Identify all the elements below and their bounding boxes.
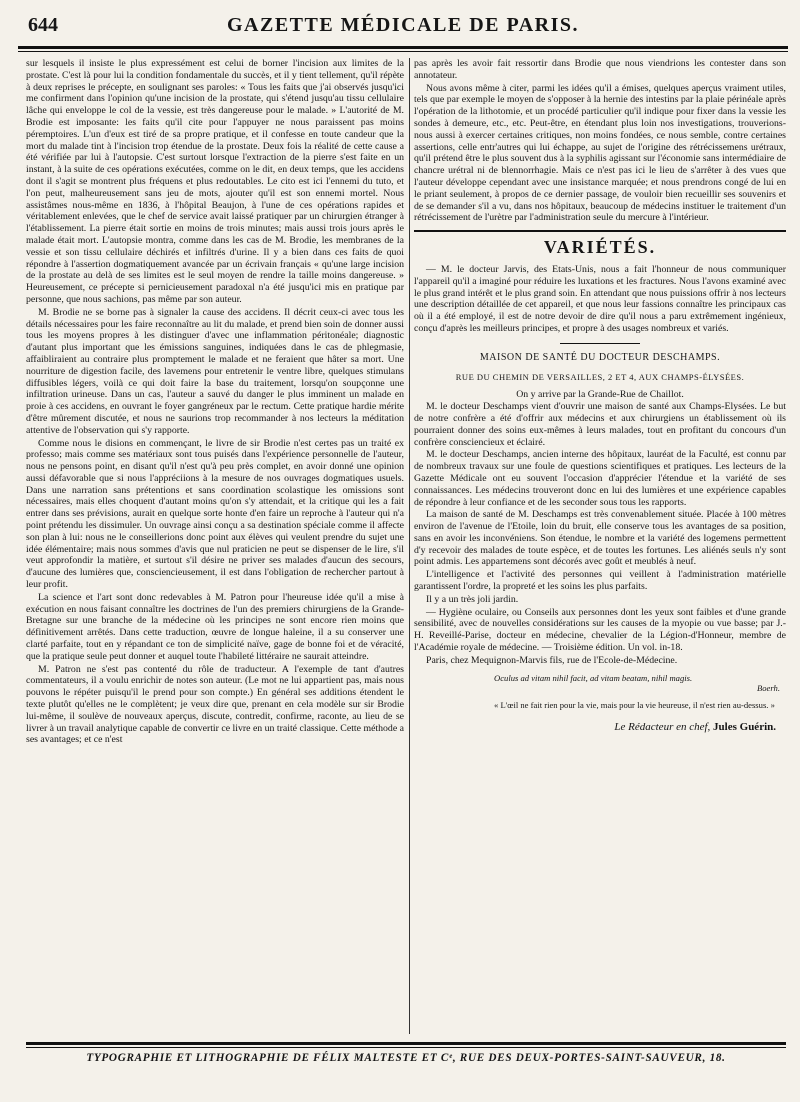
newspaper-page (18, 0, 788, 1102)
signature-label: Le Rédacteur en chef, (614, 721, 711, 734)
maison-heading: MAISON DE SANTÉ DU DOCTEUR DESCHAMPS. (479, 351, 721, 363)
section-rule (414, 230, 786, 232)
right-column (414, 58, 786, 1034)
editor-signature (414, 722, 776, 734)
page-header (18, 14, 788, 44)
epigraph-translation: « L'œil ne fait rien pour la vie, mais pour la vie heureuse, il n'est rien au-dessus. » (494, 699, 775, 710)
left-column (26, 58, 404, 1034)
journal-title: GAZETTE MÉDICALE DE PARIS. (226, 14, 580, 36)
short-divider (560, 343, 640, 344)
left-paragraph-1: sur lesquels il insiste le plus expressément est celui de borner l'incision aux limites de la prostate. C'est là pour lui la condition fondamentale du succès, et il y tient tellement, qu'il répète à deux reprises le précepte, en soulignant ses paroles: « Tous les faits que j'ai observés jusqu'ici me confirment dans l'opinion qu'une incision de la prostate, qui s'étend jusqu'au tissu cellulaire lâche qui enveloppe le col de la vessie, est très dangereuse pour le malade. » L'autorité de M. Brodie est imposante: les faits qu'il cite pour l'appuyer ne nous paraissent pas moins péremptoires. L'un d'eux est tiré de sa propre pratique, et il confesse en toute candeur que la mort du malade tint à l'incision trop étendue de la prostate. Deux fois la réalité de cette cause a été vérifiée par lui à l'autopsie. C'est surtout lorsque l'extraction de la pierre s'est faite en un instant, à la suite de ces opérations exécutées, comme on le dit, en deux temps, que les accidens dont il s'agit se montrent plus fréquens et plus redoutables. Le cito est ici l'ennemi du tuto, et l'on peut, malheureusement sans jeu de mots, ajouter qu'il est son ennemi mortel. Nous assistâmes nous-même en 1836, à l'hôpital Beaujon, à l'une de ces opérations rapides et véritablement enlevées, que le chef de service avait laissé pratiquer par un chirurgien étranger à l'établissement. La pierre était sortie en moins de trois minutes; mais aussi trois jours après le malade était mort. L'autopsie montra, comme dans les cas de M. Brodie, les membranes de la vessie et son tissu cellulaire déchirés et infiltrés d'urine. Il y a bien dans ces faits de quoi répondre à l'assertion dogmatiquement avancée par un écrivain français « qu'une large incision de la prostate au delà de ses limites est le seul moyen de rendre la taille moins dangereuse. » Heureusement, ce précepte si pernicieusement paradoxal n'a été jusqu'ici mis en pratique par personne, que nous sachions, pas même par son auteur. (26, 58, 404, 305)
epigraph-latin: Oculus ad vitam nihil facit, ad vitam beatam, nihil magis. (494, 672, 693, 683)
left-paragraph-5: M. Patron ne s'est pas contenté du rôle de traducteur. A l'exemple de tant d'autres commentateurs, il a voulu enrichir de notes son auteur. (Le mot ne lui appartient pas, mais nous pouvons le répéter puisqu'il le prend pour son compte.) En général ses additions étendent le texte plutôt qu'elles ne le complètent; je veux dire que, prenant en cela modèle sur sir Brodie lui-même, il soulève de nouveaux aperçus, discute, contredit, confirme, raconte, au lieu de se livrer à un travail analytique capable de convertir ce livre en un traité classique. Cette méthode a ses avantages; et ce n'est (26, 663, 404, 746)
left-paragraph-3: Comme nous le disions en commençant, le livre de sir Brodie n'est certes pas un traité ex professo; mais comme ses matériaux sont tous puisés dans l'expérience personnelle de l'auteur, nous ne pensons point, en disant qu'il n'est qu'à peu près complet, en avoir donné une opinion aussi défavorable que si nous l'appréciions à la mesure de nos ouvrages dogmatiques usuels. Dans une narration sans prétentions et sans coordination scolastique les omissions sont nécessaires, mais elles choquent d'autant moins qu'on s'y attendait, et la critique qui les a fait entrer dans ses prévisions, aurait en quelque sorte honte d'en faire un reproche à l'auteur qui n'a point prétendu les dissimuler. Un ouvrage ainsi conçu a sa destination spéciale comme il affecte son plan à lui: nous ne le conseillerions donc point aux élèves qui veulent prendre du sujet une idée élémentaire; mais nous sommes d'avis que nul praticien ne peut se dispenser de le lire, s'il veut approfondir la matière, et surtout s'il désire ne priver ses malades d'aucun des secours, d'aucune des lumières que, consciencieusement, il est dans l'obligation de rechercher partout à leur profit. (26, 437, 404, 591)
left-paragraph-4: La science et l'art sont donc redevables à M. Patron pour l'heureuse idée qu'il a mise à exécution en nous faisant connaître les doctrines de l'un des premiers chirurgiens de la Grande-Bretagne sur une branche de la médecine où les principes ne sont encore rien moins que définitivement arrêtés. Dans cette traduction, œuvre de longue haleine, il a su conserver une clarté parfaite, tout en y répandant ce ton de simplicité naïve, gage de bonne foi et de véracité, que la pratique seule peut donner et auquel toute l'habileté littéraire ne saurait atteindre. (26, 591, 404, 662)
left-paragraph-2: M. Brodie ne se borne pas à signaler la cause des accidens. Il décrit ceux-ci avec tous les détails nécessaires pour les faire reconnaître au lit du malade, et prend bien soin de donner aussi tous les moyens propres à les distinguer d'avec une inflammation péritonéale; diagnostic d'autant plus important que les émissions sanguines, indiquées dans le cas de phlegmasie, affaibliraient au contraire plus promptement le malade et ne feraient que hâter sa mort. Une nourriture de digestion facile, des lavemens pour entretenir le ventre libre, quelques stimulans diffusibles légers, voilà ce qui doit faire la base du traitement, lorsqu'on soupçonne une infiltration urineuse. Dans un cas, l'auteur a sauvé du danger le plus imminent un malade en proie à ces accidens, en ouvrant le foyer gangréneux par le rectum. Cette pratique hardie mérite d'être mûrement discutée, et nous ne saurions trop recommander à nos lecteurs la méditation attentive de l'observation qui s'y rapporte. (26, 306, 404, 436)
footer-rule (26, 1042, 786, 1048)
jarvis-paragraph: — M. le docteur Jarvis, des Etats-Unis, nous a fait l'honneur de nous communiquer l'appareil qu'il a imaginé pour réduire les luxations et les fractures. Nous l'avons examiné avec le plus grand intérêt et le plus grand soin. En attendant que nous puissions offrir à nos lecteurs une description détaillée de cet appareil, et que nous leur fassions connaître les principaux cas où il a été employé, il est de notre devoir de dire qu'il nous a paru extrêmement ingénieux, conçu d'après les meilleurs principes, et propre à des usages nombreux et variés. (414, 263, 786, 334)
epigraph-author: Boerh. (757, 683, 780, 694)
publisher-line: Paris, chez Mequignon-Marvis fils, rue de l'Ecole-de-Médecine. (426, 654, 678, 666)
column-separator (409, 58, 410, 1034)
printer-footer: TYPOGRAPHIE ET LITHOGRAPHIE DE FÉLIX MALTESTE ET Cᵉ, RUE DES DEUX-PORTES-SAINT-SAUVEUR, 18. (86, 1052, 726, 1064)
hygiene-notice: — Hygiène oculaire, ou Conseils aux personnes dont les yeux sont faibles et d'une grande sensibilité, avec de nouvelles considérations sur les causes de la myopie ou vue basse; par J.-H. Reveillé-Parise, docteur en médecine, chevalier de la Légion-d'Honneur, membre de l'Académie royale de médecine. — Troisième édition. Un vol. in-18. (414, 606, 786, 654)
epigraph (494, 673, 780, 711)
signature-name: Jules Guérin. (713, 721, 776, 734)
varietes-heading: VARIÉTÉS. (543, 237, 657, 258)
deschamps-paragraph-5: Il y a un très joli jardin. (426, 593, 519, 605)
maison-address: RUE DU CHEMIN DE VERSAILLES, 2 ET 4, AUX CHAMPS-ÉLYSÉES. (455, 371, 745, 382)
deschamps-paragraph-2: M. le docteur Deschamps, ancien interne des hôpitaux, lauréat de la Faculté, est connu par de nombreux travaux sur une foule de questions scientifiques et pratiques. Les lecteurs de la Gazette Médicale ont eu souvent l'occasion d'apprécier l'étendue et la variété de ses connaissances. Les médecins trouveront donc en lui des lumières et une expérience capables de répondre à leur confiance et de les seconder sous tous les rapports. (414, 449, 786, 508)
header-rule (18, 46, 788, 52)
deschamps-paragraph-4: L'intelligence et l'activité des personnes qui veillent à l'administration matérielle garantissent l'ordre, la propreté et les soins les plus parfaits. (414, 569, 786, 593)
deschamps-paragraph-1: M. le docteur Deschamps vient d'ouvrir une maison de santé aux Champs-Elysées. Le but de notre confrère a été d'offrir aux médecins et aux chirurgiens un établissement où ils pourraient donner des soins eux-mêmes à leurs malades, tout en profitant du concours d'un confrère consciencieux et éclairé. (414, 401, 786, 448)
right-paragraph-2: Nous avons même à citer, parmi les idées qu'il a émises, quelques aperçus vraiment utiles, tels que par exemple le moyen de s'opposer à la hernie des intestins par la plaie périnéale après l'opération de la lithotomie, et un procédé particulier qu'il indique pour fixer dans la vessie les sondes à demeure, etc., etc. Peut-être, en étendant plus loin nos investigations, trouverions-nous aussi à exercer certaines critiques, non moins fondées, ce nous semble, contre certaines assertions, celle entr'autres qui lui échappe, au sujet de l'origine des rétrécissemens urétraux, qu'il prétend être le plus souvent dus à la syphilis agissant sur l'économie sans intermédiaire de chancre urétral ni de blennorrhagie. Mais ce n'est pas ici le lieu de s'arrêter à des vues que l'auteur développe cependant avec une insistance marquée; et nous prendrons congé de lui en le priant seulement, à propos de ce dernier passage, de vouloir bien recueillir ses souvenirs et de se demander s'il a vu, dans nos hôpitaux, beaucoup de médecins instituer le traitement d'un rétrécissement de l'urètre par l'administration seule du mercure à l'intérieur. (414, 82, 786, 224)
right-paragraph-1: pas après les avoir fait ressortir dans Brodie que nous viendrions les contester dans son annotateur. (414, 58, 786, 81)
deschamps-paragraph-3: La maison de santé de M. Deschamps est très convenablement située. Placée à 100 mètres environ de l'avenue de l'Etoile, loin du bruit, elle conserve tous les avantages de sa position, sans en avoir les inconvéniens. Son étendue, le nombre et la variété des logemens permettent d'y recevoir des malades de toute espèce, et de toutes les fortunes. Les aliénés seuls n'y sont point admis. Les appartemens sont décorés avec goût et meublés à neuf. (414, 509, 786, 568)
maison-access: On y arrive par la Grande-Rue de Chaillot. (516, 389, 684, 401)
page-number: 644 (28, 14, 58, 36)
